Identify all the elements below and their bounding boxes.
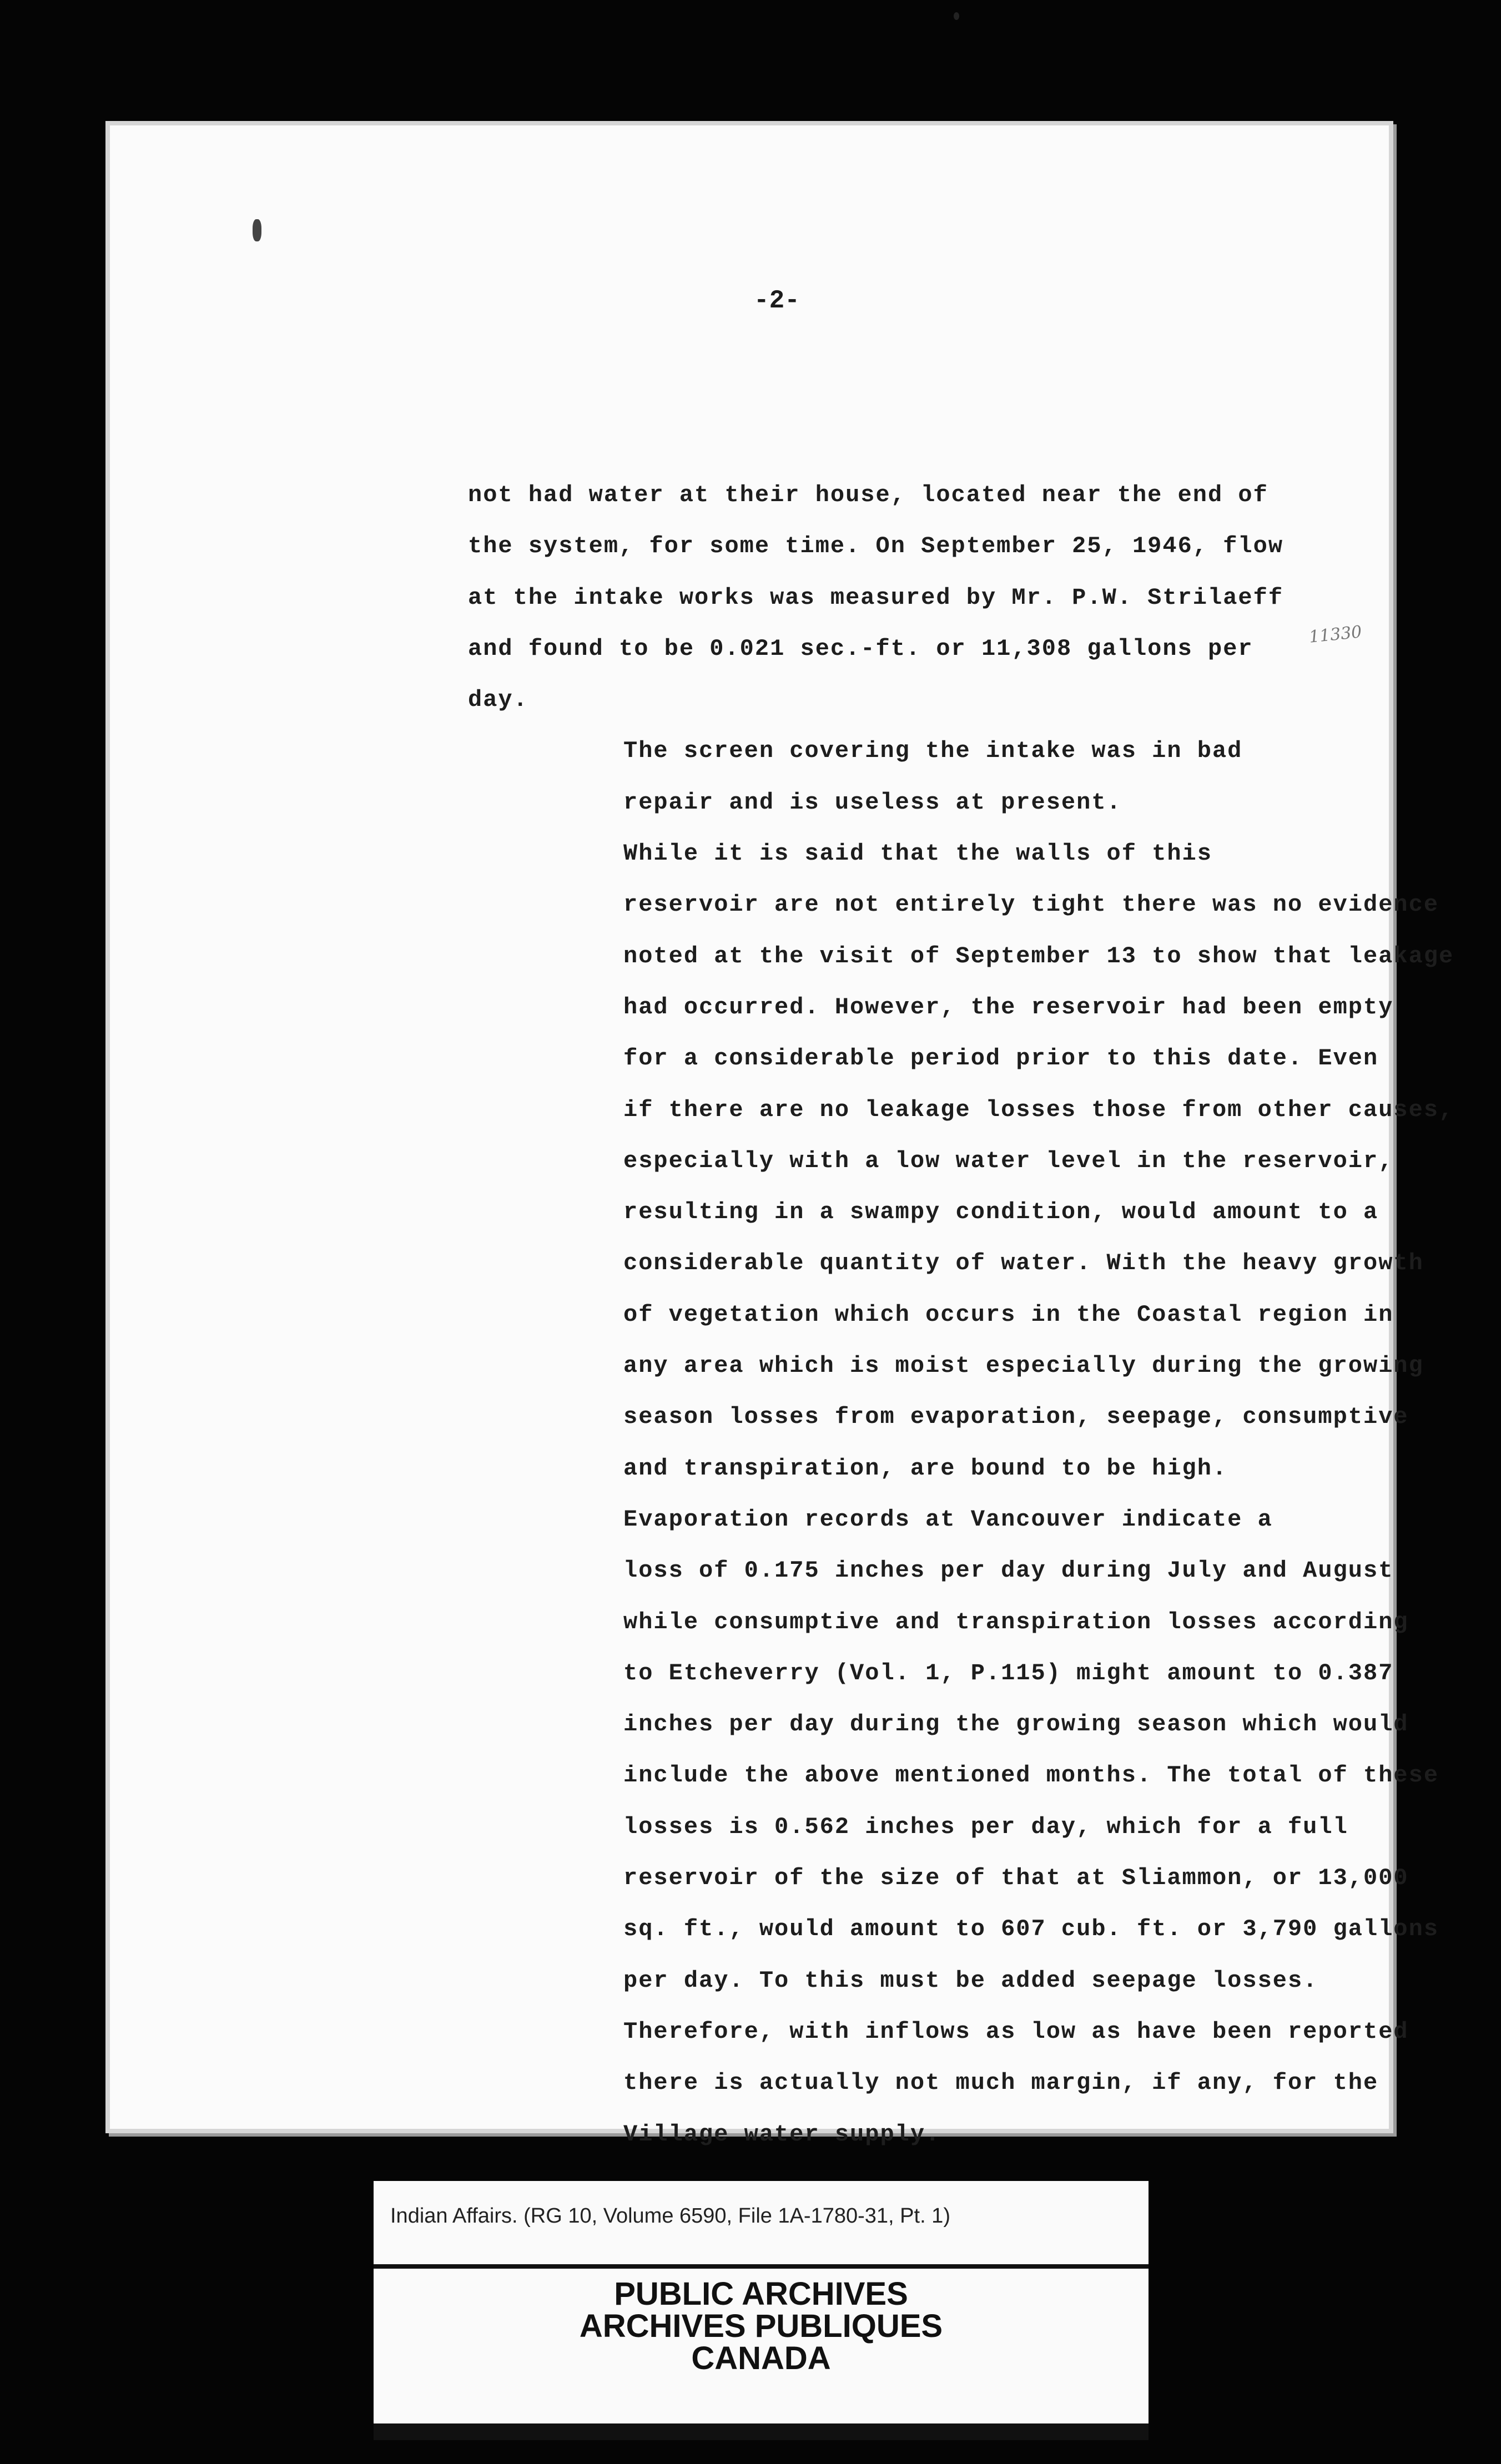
stamp-line: CANADA — [691, 2340, 831, 2376]
text-line: while consumptive and transpiration losses according — [623, 1608, 1409, 1635]
text-line: inches per day during the growing season which would — [623, 1711, 1409, 1738]
text-line: season losses from evaporation, seepage, consumptive — [623, 1403, 1409, 1431]
paragraph — [468, 725, 1401, 828]
text-line: especially with a low water level in the reservoir, — [623, 1147, 1394, 1174]
text-line: and found to be 0.021 sec.-ft. or 11,308 gallons per — [468, 635, 1253, 662]
text-line: the system, for some time. On September 25, 1946, flow — [468, 533, 1284, 560]
text-line: noted at the visit of September 13 to show that leakage — [623, 942, 1454, 970]
paragraph — [468, 828, 1454, 1494]
archive-caption: Indian Affairs. (RG 10, Volume 6590, File 1A-1780-31, Pt. 1) — [390, 2204, 950, 2228]
text-line: losses is 0.562 inches per day, which for a full — [623, 1813, 1348, 1840]
text-line: had occurred. However, the reservoir had been empty — [623, 993, 1394, 1021]
text-line: there is actually not much margin, if any, for the — [623, 2069, 1379, 2097]
text-line: resulting in a swampy condition, would amount to a — [623, 1199, 1379, 1226]
divider — [374, 2423, 1149, 2440]
text-line: and transpiration, are bound to be high. — [623, 1455, 1228, 1482]
speck-mark — [253, 219, 261, 241]
speck-mark — [954, 12, 959, 20]
stamp-line: ARCHIVES PUBLIQUES — [579, 2308, 943, 2344]
text-line: not had water at their house, located near the end of — [468, 482, 1268, 508]
text-line: if there are no leakage losses those from other causes, — [623, 1096, 1454, 1123]
text-line: reservoir are not entirely tight there was no evidence — [623, 891, 1439, 918]
archive-card — [374, 2181, 1149, 2440]
text-line: sq. ft., would amount to 607 cub. ft. or 3,790 gallons — [623, 1916, 1439, 1943]
text-line: Evaporation records at Vancouver indicate a — [623, 1506, 1273, 1533]
archive-stamp — [374, 2278, 1149, 2375]
paragraph — [468, 1494, 1439, 2160]
text-line: for a considerable period prior to this date. Even — [623, 1045, 1379, 1072]
text-line: repair and is useless at present. — [623, 789, 1122, 816]
document-page — [105, 121, 1454, 2148]
divider — [374, 2264, 1149, 2269]
body-text — [468, 469, 1454, 2160]
text-line: reservoir of the size of that at Sliammon, or 13,000 — [623, 1865, 1409, 1892]
text-line: to Etcheverry (Vol. 1, P.115) might amount to 0.387 — [623, 1659, 1394, 1687]
text-line: day. — [468, 686, 528, 714]
stamp-line: PUBLIC ARCHIVES — [614, 2276, 908, 2312]
text-line: Village water supply. — [623, 2120, 941, 2148]
page-number: -2- — [754, 286, 800, 315]
text-line: per day. To this must be added seepage losses. — [623, 1967, 1318, 1994]
margin-note: 11330 — [1308, 622, 1363, 647]
text-line: considerable quantity of water. With the heavy growth — [623, 1250, 1424, 1277]
text-line: include the above mentioned months. The total of these — [623, 1762, 1439, 1789]
text-line: loss of 0.175 inches per day during July and August — [623, 1557, 1394, 1584]
text-line: The screen covering the intake was in bad — [623, 738, 1243, 765]
text-line: at the intake works was measured by Mr. P.W. Strilaeff — [468, 584, 1284, 611]
text-line: of vegetation which occurs in the Coastal region in — [623, 1301, 1394, 1328]
text-line: any area which is moist especially during the growing — [623, 1352, 1424, 1380]
text-line: Therefore, with inflows as low as have been reported — [623, 2018, 1409, 2045]
paragraph — [468, 469, 1401, 725]
text-line: While it is said that the walls of this — [623, 840, 1212, 867]
